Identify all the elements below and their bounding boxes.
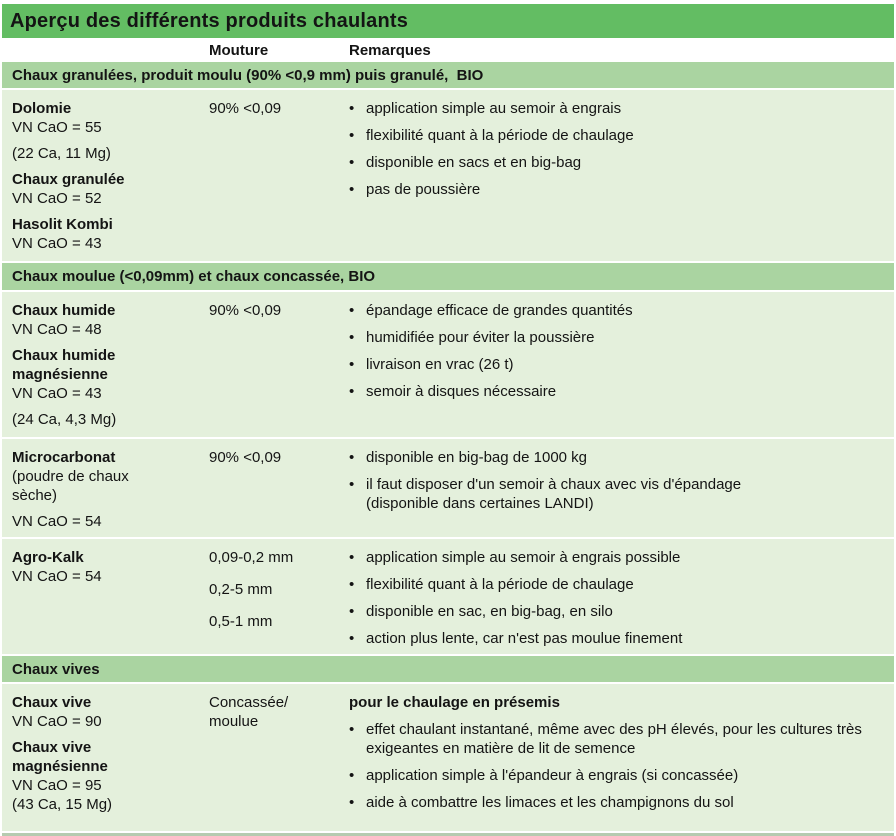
product-name: magnésienne	[12, 758, 108, 775]
remarks-cell	[349, 99, 884, 255]
bullet-dot-icon: •	[349, 603, 355, 620]
product-name: Agro-Kalk	[12, 549, 84, 566]
bullet-item	[349, 575, 884, 594]
mouture-value: Concassée/	[209, 694, 289, 711]
product-name: magnésienne	[12, 366, 108, 383]
remark-text: humidifiée pour éviter la poussière	[366, 329, 595, 346]
product-name: Chaux vive	[12, 694, 92, 711]
product-composition: (43 Ca, 15 Mg)	[12, 796, 113, 813]
remark-text: application simple à l'épandeur à engrais (si concassée)	[366, 767, 739, 784]
product-block	[12, 512, 209, 531]
bullet-item	[349, 180, 884, 199]
product-description: sèche)	[12, 487, 58, 504]
bullet-item	[349, 99, 884, 118]
product-block	[12, 215, 209, 253]
product-name: Dolomie	[12, 100, 72, 117]
mouture-value: 0,2-5 mm	[209, 581, 273, 598]
product-vn-value: VN CaO = 54	[12, 513, 102, 530]
mouture-cell	[209, 301, 349, 431]
bullet-dot-icon: •	[349, 549, 355, 566]
bullet-item	[349, 301, 884, 320]
column-header-mouture: Mouture	[209, 41, 269, 59]
product-name: Hasolit Kombi	[12, 216, 113, 233]
section-header-granulees: Chaux granulées, produit moulu (90% <0,9 mm) puis granulé, BIO	[2, 62, 894, 88]
remarks-cell	[349, 301, 884, 431]
remark-text: effet chaulant instantané, même avec des pH élevés, pour les cultures très exigeantes en matière de lit de semence	[366, 721, 862, 757]
bullet-item	[349, 126, 884, 145]
bullet-dot-icon: •	[349, 100, 355, 117]
product-composition: (24 Ca, 4,3 Mg)	[12, 411, 117, 428]
section-header-moulue: Chaux moulue (<0,09mm) et chaux concassée, BIO	[2, 263, 894, 290]
product-cell	[12, 548, 209, 648]
mouture-cell	[209, 448, 349, 531]
bullet-item	[349, 720, 884, 758]
product-composition: (22 Ca, 11 Mg)	[12, 145, 111, 162]
product-cell	[12, 301, 209, 431]
remark-text: livraison en vrac (26 t)	[366, 356, 514, 373]
product-block	[12, 548, 209, 586]
bullet-dot-icon: •	[349, 356, 355, 373]
mouture-cell	[209, 548, 349, 648]
section-header-vives: Chaux vives	[2, 656, 894, 682]
bullet-dot-icon: •	[349, 767, 355, 784]
mouture-cell	[209, 99, 349, 255]
remark-text: disponible en sac, en big-bag, en silo	[366, 603, 613, 620]
product-vn-value: VN CaO = 43	[12, 385, 102, 402]
bullet-dot-icon: •	[349, 127, 355, 144]
bullet-item	[349, 793, 884, 812]
remark-text: flexibilité quant à la période de chaulage	[366, 127, 634, 144]
mouture-value: 90% <0,09	[209, 302, 282, 319]
bullet-dot-icon: •	[349, 449, 355, 466]
remarks-cell	[349, 693, 884, 825]
table-row	[2, 684, 894, 831]
remark-text: pas de poussière	[366, 181, 481, 198]
mouture-cell	[209, 693, 349, 825]
product-block	[12, 410, 209, 429]
bullet-item	[349, 355, 884, 374]
remarks-intro: pour le chaulage en présemis	[349, 694, 560, 711]
mouture-value: 90% <0,09	[209, 100, 282, 117]
product-name: Chaux humide	[12, 302, 116, 319]
bullet-dot-icon: •	[349, 630, 355, 647]
bullet-item	[349, 328, 884, 347]
bullet-dot-icon: •	[349, 576, 355, 593]
bullet-dot-icon: •	[349, 794, 355, 811]
product-block	[12, 99, 209, 137]
product-vn-value: VN CaO = 48	[12, 321, 102, 338]
bullet-dot-icon: •	[349, 154, 355, 171]
remark-text: semoir à disques nécessaire	[366, 383, 557, 400]
product-block	[12, 301, 209, 339]
product-block	[12, 738, 209, 814]
product-cell	[12, 99, 209, 255]
remark-text: application simple au semoir à engrais	[366, 100, 622, 117]
remark-text: flexibilité quant à la période de chaulage	[366, 576, 634, 593]
mouture-value: moulue	[209, 713, 259, 730]
table-row	[2, 90, 894, 261]
product-name: Chaux vive	[12, 739, 92, 756]
remarks-cell	[349, 548, 884, 648]
column-header-row	[2, 38, 894, 62]
product-vn-value: VN CaO = 54	[12, 568, 102, 585]
product-name: Chaux humide	[12, 347, 116, 364]
product-name: Microcarbonat	[12, 449, 116, 466]
product-vn-value: VN CaO = 43	[12, 235, 102, 252]
product-description: (poudre de chaux	[12, 468, 129, 485]
mouture-value: 0,09-0,2 mm	[209, 549, 294, 566]
bullet-dot-icon: •	[349, 302, 355, 319]
remark-text: action plus lente, car n'est pas moulue finement	[366, 630, 683, 647]
remark-text: disponible en sacs et en big-bag	[366, 154, 582, 171]
product-vn-value: VN CaO = 52	[12, 190, 102, 207]
bullet-item	[349, 153, 884, 172]
remark-text: disponible en big-bag de 1000 kg	[366, 449, 588, 466]
product-block	[12, 144, 209, 163]
mouture-value: 0,5-1 mm	[209, 613, 273, 630]
bullet-item	[349, 548, 884, 567]
product-vn-value: VN CaO = 95	[12, 777, 102, 794]
product-cell	[12, 448, 209, 531]
product-vn-value: VN CaO = 90	[12, 713, 102, 730]
page-title: Aperçu des différents produits chaulants	[10, 9, 409, 32]
remark-text: il faut disposer d'un semoir à chaux avec vis d'épandage (disponible dans certaines LANDI)	[366, 476, 742, 512]
table-row	[2, 292, 894, 437]
remark-text: épandage efficace de grandes quantités	[366, 302, 633, 319]
product-block	[12, 448, 209, 505]
column-header-remarques: Remarques	[349, 41, 431, 59]
remark-text: application simple au semoir à engrais possible	[366, 549, 681, 566]
bullet-dot-icon: •	[349, 721, 355, 738]
table-row	[2, 439, 894, 537]
product-block	[12, 346, 209, 403]
product-block	[12, 170, 209, 208]
bullet-dot-icon: •	[349, 181, 355, 198]
remark-text: aide à combattre les limaces et les champignons du sol	[366, 794, 734, 811]
product-vn-value: VN CaO = 55	[12, 119, 102, 136]
product-name: Chaux granulée	[12, 171, 125, 188]
bullet-dot-icon: •	[349, 476, 355, 493]
bullet-item	[349, 475, 884, 513]
mouture-value: 90% <0,09	[209, 449, 282, 466]
bullet-item	[349, 602, 884, 621]
bullet-item	[349, 629, 884, 648]
table-row	[2, 539, 894, 654]
bullet-item	[349, 448, 884, 467]
remarks-cell	[349, 448, 884, 531]
bullet-dot-icon: •	[349, 383, 355, 400]
bullet-dot-icon: •	[349, 329, 355, 346]
bullet-item	[349, 766, 884, 785]
table-title-bar	[2, 4, 894, 38]
product-block	[12, 693, 209, 731]
product-cell	[12, 693, 209, 825]
bullet-item	[349, 382, 884, 401]
